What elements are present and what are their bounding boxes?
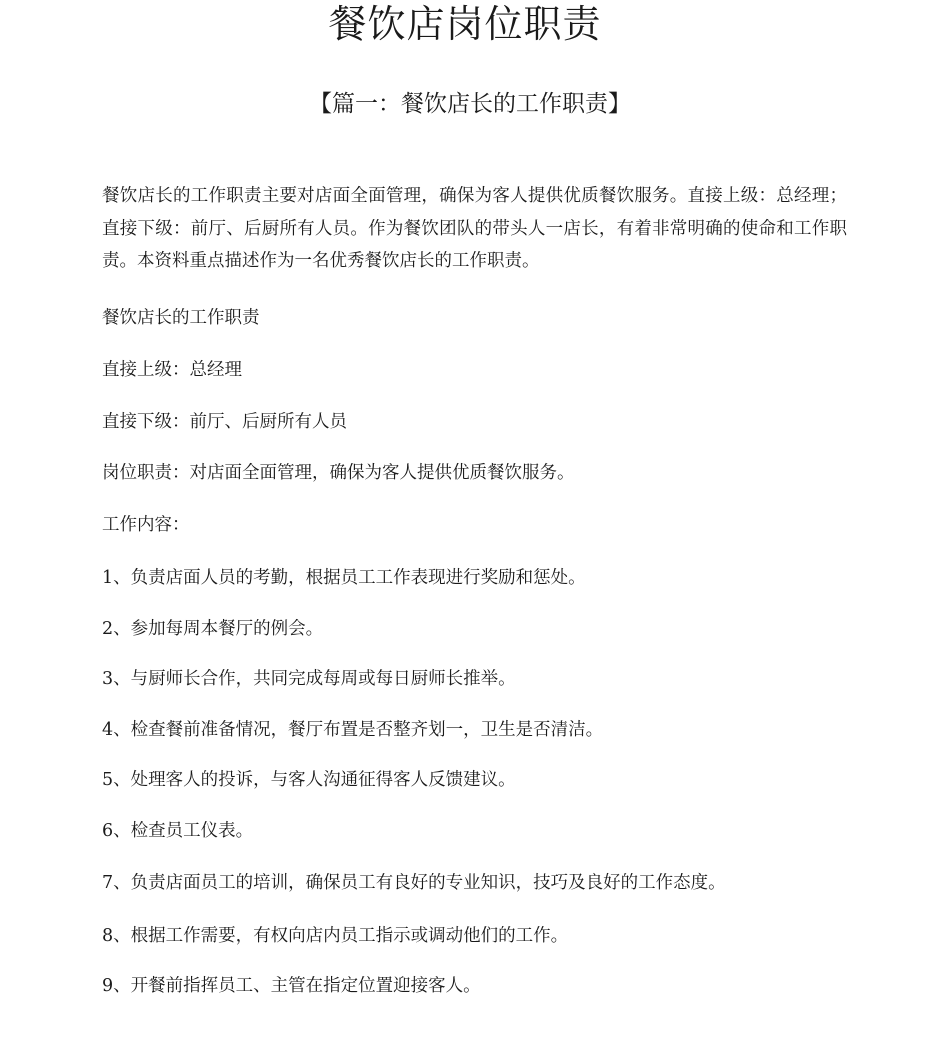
- duty-list-item: 8、根据工作需要，有权向店内员工指示或调动他们的工作。: [102, 926, 569, 946]
- superior-line: 直接上级：总经理: [102, 360, 242, 380]
- duty-list-item: 4、检查餐前准备情况，餐厅布置是否整齐划一，卫生是否清洁。: [102, 720, 604, 740]
- intro-paragraph: 餐饮店长的工作职责主要对店面全面管理，确保为客人提供优质餐饮服务。直接上级：总经理；直接下级：前厅、后厨所有人员。作为餐饮团队的带头人一店长，有着非常明确的使命和工作职责。本资料重点描述作为一名优秀餐饮店长的工作职责。: [102, 186, 847, 271]
- subordinate-line: 直接下级：前厅、后厨所有人员: [102, 412, 347, 432]
- role-title: 餐饮店长的工作职责: [102, 308, 260, 328]
- duty-list-item: 3、与厨师长合作，共同完成每周或每日厨师长推举。: [102, 669, 516, 689]
- duty-list-item: 1、负责店面人员的考勤，根据员工工作表现进行奖励和惩处。: [102, 568, 586, 588]
- duty-list-item: 2、参加每周本餐厅的例会。: [102, 619, 324, 639]
- document-title: 餐饮店岗位职责: [328, 2, 602, 46]
- duty-list-item: 9、开餐前指挥员工、主管在指定位置迎接客人。: [102, 976, 481, 996]
- section-heading: 【篇一：餐饮店长的工作职责】: [309, 91, 631, 117]
- duty-list-item: 5、处理客人的投诉，与客人沟通征得客人反馈建议。: [102, 770, 516, 790]
- duty-list-item: 7、负责店面员工的培训，确保员工有良好的专业知识，技巧及良好的工作态度。: [102, 873, 726, 893]
- duty-line: 岗位职责：对店面全面管理，确保为客人提供优质餐饮服务。: [102, 463, 575, 483]
- work-content-label: 工作内容：: [102, 515, 190, 535]
- duty-list-item: 6、检查员工仪表。: [102, 821, 254, 841]
